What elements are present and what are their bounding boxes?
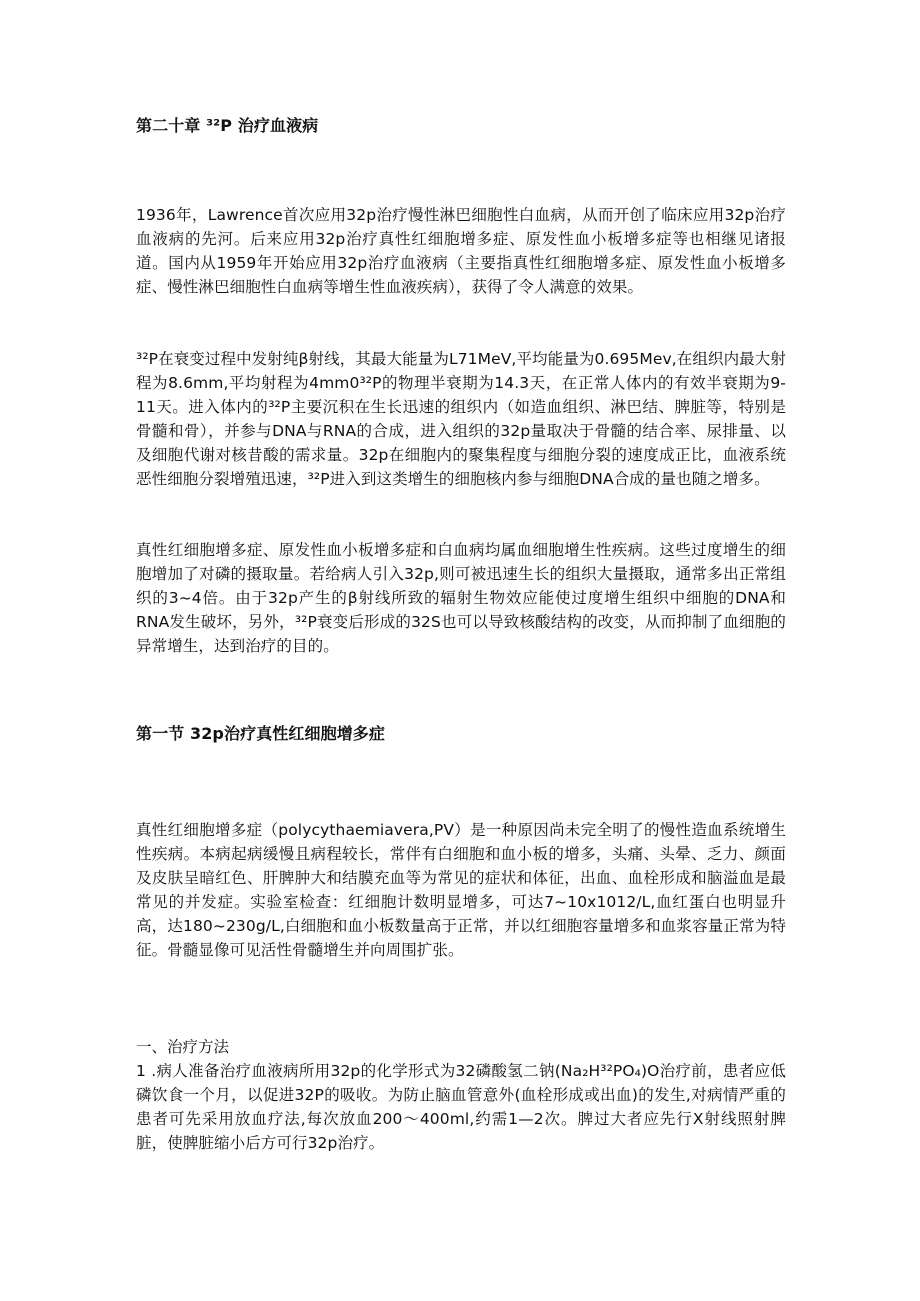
intro-paragraph-3: 真性红细胞增多症、原发性血小板增多症和白血病均属血细胞增生性疾病。这些过度增生的细胞增加了对磷的摄取量。若给病人引入32p,则可被迅速生长的组织大量摄取，通常多出正常组织的3~4倍。由于32p产生的β射线所致的辐射生物效应能使过度增生组织中细胞的DNA和RNA发生破坏，另外，³²P衰变后形成的32S也可以导致核酸结构的改变，从而抑制了血细胞的异常增生，达到治疗的目的。: [136, 541, 786, 655]
treatment-item-1: 1 .病人准备治疗血液病所用32p的化学形式为32磷酸氢二钠(Na₂H³²PO₄)O治疗前，患者应低磷饮食一个月，以促进32P的吸收。为防止脑血管意外(血栓形成或出血)的发生,对病情严重的患者可先采用放血疗法,每次放血200～400ml,约需1—2次。脾过大者应先行X射线照射脾脏，使脾脏缩小后方可行32p治疗。: [136, 1062, 786, 1152]
section-1-title: 第一节 32p治疗真性红细胞增多症: [136, 724, 385, 743]
treatment-method-heading: 一、治疗方法: [136, 1038, 230, 1056]
intro-paragraph-1: 1936年，Lawrence首次应用32p治疗慢性淋巴细胞性白血病，从而开创了临床应用32p治疗血液病的先河。后来应用32p治疗真性红细胞增多症、原发性血小板增多症等也相继见诸报道。国内从1959年开始应用32p治疗血液病（主要指真性红细胞增多症、原发性血小板增多症、慢性淋巴细胞性白血病等增生性血液疾病），获得了令人满意的效果。: [136, 206, 786, 296]
chapter-title: 第二十章 ³²P 治疗血液病: [136, 116, 319, 135]
intro-paragraph-2: ³²P在衰变过程中发射纯β射线，其最大能量为L71MeV,平均能量为0.695Mev,在组织内最大射程为8.6mm,平均射程为4mm0³²P的物理半衰期为14.3天，在正常人体内的有效半衰期为9-11天。进入体内的³²P主要沉积在生长迅速的组织内（如造血组织、淋巴结、脾脏等，特别是骨髓和骨），并参与DNA与RNA的合成，进入组织的32p量取决于骨髓的结合率、尿排量、以及细胞代谢对核昔酸的需求量。32p在细胞内的聚集程度与细胞分裂的速度成正比，血液系统恶性细胞分裂增殖迅速，³²P进入到这类增生的细胞核内参与细胞DNA合成的量也随之增多。: [136, 350, 786, 488]
section-1-paragraph-1: 真性红细胞增多症（polycythaemiavera,PV）是一种原因尚未完全明了的慢性造血系统增生性疾病。本病起病缓慢且病程较长，常伴有白细胞和血小板的增多，头痛、头晕、乏力、颜面及皮肤呈暗红色、肝脾肿大和结膜充血等为常见的症状和体征，出血、血栓形成和脑溢血是最常见的并发症。实验室检查：红细胞计数明显增多，可达7~10x1012/L,血红蛋白也明显升高，达180~230g/L,白细胞和血小板数量高于正常，并以红细胞容量增多和血浆容量正常为特征。骨髓显像可见活性骨髓增生并向周围扩张。: [136, 821, 786, 959]
